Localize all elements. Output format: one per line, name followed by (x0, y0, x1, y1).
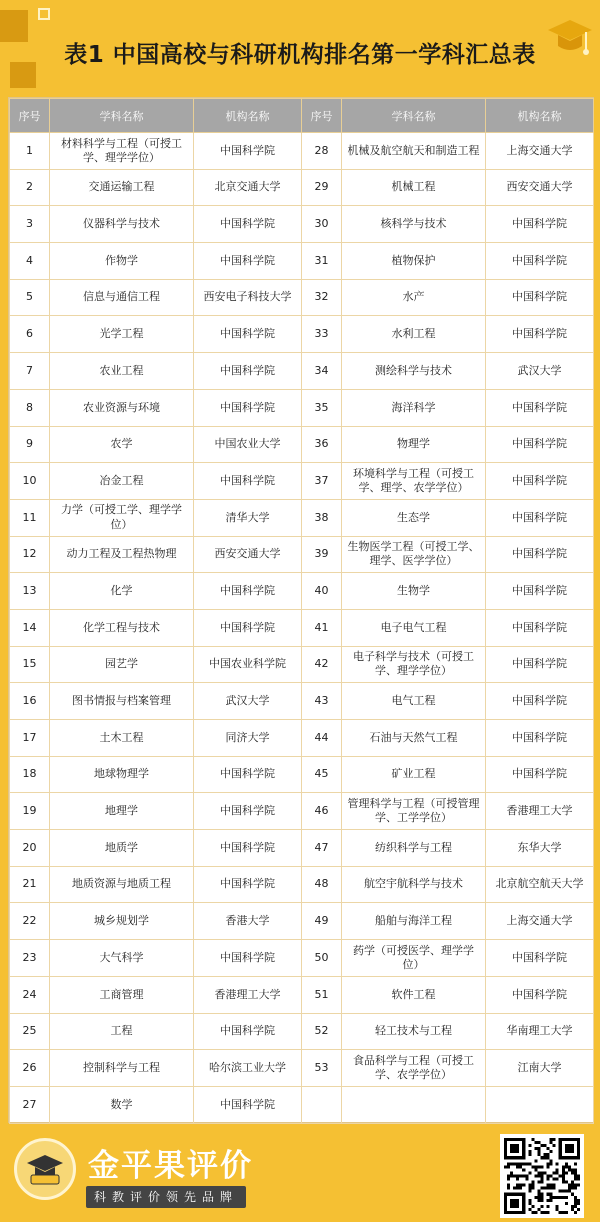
cell-org: 清华大学 (194, 499, 302, 536)
table-row (10, 609, 594, 646)
cell-org: 中国科学院 (194, 316, 302, 353)
ranking-table (8, 97, 594, 1123)
table-row (10, 426, 594, 463)
cell-idx: 32 (302, 279, 342, 316)
cell-org: 中国农业科学院 (194, 646, 302, 683)
cell-org: 同济大学 (194, 720, 302, 757)
cell-org: 西安交通大学 (194, 536, 302, 573)
cell-idx: 50 (302, 940, 342, 977)
footer (0, 1128, 600, 1222)
header-idx-left: 序号 (10, 99, 50, 133)
cell-idx: 11 (10, 499, 50, 536)
cell-subject: 食品科学与工程（可授工学、农学学位） (342, 1050, 486, 1087)
cell-idx: 22 (10, 903, 50, 940)
cell-org: 西安交通大学 (486, 169, 594, 206)
cell-idx: 1 (10, 133, 50, 170)
cell-org: 香港理工大学 (194, 976, 302, 1013)
ranking-table-grid (9, 98, 594, 1124)
cell-org: 华南理工大学 (486, 1013, 594, 1050)
table-row (10, 206, 594, 243)
cell-subject: 力学（可授工学、理学学位） (50, 499, 194, 536)
cell-org: 西安电子科技大学 (194, 279, 302, 316)
cell-org: 中国科学院 (194, 866, 302, 903)
cell-subject: 作物学 (50, 243, 194, 280)
table-row (10, 940, 594, 977)
cell-subject: 地质资源与地质工程 (50, 866, 194, 903)
cell-idx: 2 (10, 169, 50, 206)
cell-idx: 12 (10, 536, 50, 573)
table-header-row (10, 99, 594, 133)
cell-subject: 纺织科学与工程 (342, 830, 486, 867)
cell-subject: 机械工程 (342, 169, 486, 206)
cell-idx: 45 (302, 756, 342, 793)
cell-org: 中国科学院 (194, 573, 302, 610)
header-org-left: 机构名称 (194, 99, 302, 133)
cell-idx: 36 (302, 426, 342, 463)
table-row (10, 976, 594, 1013)
cell-org: 武汉大学 (486, 353, 594, 390)
title-bar (0, 24, 600, 80)
cell-subject: 生物学 (342, 573, 486, 610)
cell-org (486, 1086, 594, 1123)
cell-subject: 光学工程 (50, 316, 194, 353)
cell-subject: 电气工程 (342, 683, 486, 720)
cell-subject: 海洋科学 (342, 389, 486, 426)
table-row (10, 1050, 594, 1087)
cell-org: 香港理工大学 (486, 793, 594, 830)
table-row (10, 1013, 594, 1050)
cell-org: 中国科学院 (486, 609, 594, 646)
cell-org: 中国科学院 (194, 353, 302, 390)
table-row (10, 830, 594, 867)
table-row (10, 756, 594, 793)
cell-subject: 水利工程 (342, 316, 486, 353)
cell-subject: 机械及航空航天和制造工程 (342, 133, 486, 170)
cell-subject: 核科学与技术 (342, 206, 486, 243)
cell-org: 中国科学院 (486, 279, 594, 316)
table-row (10, 720, 594, 757)
cell-org: 北京交通大学 (194, 169, 302, 206)
cell-org: 中国科学院 (194, 206, 302, 243)
cell-subject: 仪器科学与技术 (50, 206, 194, 243)
cell-subject: 工商管理 (50, 976, 194, 1013)
cell-subject: 大气科学 (50, 940, 194, 977)
brand-logo (14, 1138, 76, 1200)
cell-idx: 52 (302, 1013, 342, 1050)
cell-idx: 43 (302, 683, 342, 720)
cell-org: 中国科学院 (194, 1013, 302, 1050)
header-org-right: 机构名称 (486, 99, 594, 133)
brand-name: 金平果评价 (88, 1148, 253, 1184)
cell-subject: 交通运输工程 (50, 169, 194, 206)
header-idx-right: 序号 (302, 99, 342, 133)
cell-idx: 3 (10, 206, 50, 243)
cell-subject: 化学工程与技术 (50, 609, 194, 646)
cell-idx: 27 (10, 1086, 50, 1123)
cell-idx: 31 (302, 243, 342, 280)
cell-idx: 37 (302, 463, 342, 500)
cell-subject: 电子科学与技术（可授工学、理学学位） (342, 646, 486, 683)
cell-org: 中国科学院 (194, 389, 302, 426)
cell-idx: 9 (10, 426, 50, 463)
cell-subject: 材料科学与工程（可授工学、理学学位） (50, 133, 194, 170)
cell-idx: 44 (302, 720, 342, 757)
cell-idx: 53 (302, 1050, 342, 1087)
cell-org: 上海交通大学 (486, 133, 594, 170)
cell-idx: 47 (302, 830, 342, 867)
cell-subject: 土木工程 (50, 720, 194, 757)
cell-subject: 控制科学与工程 (50, 1050, 194, 1087)
table-row (10, 169, 594, 206)
cell-idx: 20 (10, 830, 50, 867)
cell-idx: 23 (10, 940, 50, 977)
cell-subject: 管理科学与工程（可授管理学、工学学位） (342, 793, 486, 830)
cell-idx: 13 (10, 573, 50, 610)
cell-subject: 电子电气工程 (342, 609, 486, 646)
cell-org: 中国科学院 (194, 830, 302, 867)
cell-idx: 28 (302, 133, 342, 170)
cell-idx: 41 (302, 609, 342, 646)
cell-subject: 生物医学工程（可授工学、理学、医学学位） (342, 536, 486, 573)
cell-idx: 46 (302, 793, 342, 830)
cell-idx: 6 (10, 316, 50, 353)
page-title: 表1 中国高校与科研机构排名第一学科汇总表 (64, 41, 536, 68)
cell-org: 中国科学院 (486, 426, 594, 463)
table-row (10, 903, 594, 940)
table-row (10, 243, 594, 280)
cell-idx: 17 (10, 720, 50, 757)
cell-org: 中国科学院 (194, 793, 302, 830)
cell-subject: 地质学 (50, 830, 194, 867)
cell-idx: 24 (10, 976, 50, 1013)
cell-idx: 19 (10, 793, 50, 830)
cell-idx: 29 (302, 169, 342, 206)
cell-idx: 4 (10, 243, 50, 280)
cell-org: 北京航空航天大学 (486, 866, 594, 903)
cell-idx: 10 (10, 463, 50, 500)
cell-subject: 冶金工程 (50, 463, 194, 500)
cell-idx: 40 (302, 573, 342, 610)
cell-subject (342, 1086, 486, 1123)
cell-subject: 数学 (50, 1086, 194, 1123)
cell-org: 中国科学院 (194, 940, 302, 977)
graduation-cap-icon (546, 12, 594, 68)
decor-outline-tl (38, 8, 50, 20)
cell-idx: 15 (10, 646, 50, 683)
cell-idx: 42 (302, 646, 342, 683)
table-row (10, 646, 594, 683)
table-row (10, 279, 594, 316)
cell-idx: 14 (10, 609, 50, 646)
cell-subject: 软件工程 (342, 976, 486, 1013)
cell-org: 中国农业大学 (194, 426, 302, 463)
cell-subject: 轻工技术与工程 (342, 1013, 486, 1050)
table-row (10, 683, 594, 720)
cell-org: 东华大学 (486, 830, 594, 867)
cell-idx (302, 1086, 342, 1123)
table-row (10, 573, 594, 610)
cell-subject: 信息与通信工程 (50, 279, 194, 316)
cell-org: 武汉大学 (194, 683, 302, 720)
table-row (10, 389, 594, 426)
cell-org: 中国科学院 (486, 756, 594, 793)
cell-subject: 植物保护 (342, 243, 486, 280)
cell-idx: 8 (10, 389, 50, 426)
cell-idx: 48 (302, 866, 342, 903)
cell-subject: 动力工程及工程热物理 (50, 536, 194, 573)
cell-org: 中国科学院 (486, 573, 594, 610)
cell-subject: 化学 (50, 573, 194, 610)
cell-org: 中国科学院 (486, 976, 594, 1013)
cell-org: 中国科学院 (486, 646, 594, 683)
cell-subject: 物理学 (342, 426, 486, 463)
cell-org: 中国科学院 (486, 389, 594, 426)
cell-subject: 图书情报与档案管理 (50, 683, 194, 720)
cell-org: 中国科学院 (486, 940, 594, 977)
table-row (10, 316, 594, 353)
table-row (10, 536, 594, 573)
cell-org: 江南大学 (486, 1050, 594, 1087)
cell-idx: 34 (302, 353, 342, 390)
cell-idx: 7 (10, 353, 50, 390)
cell-org: 中国科学院 (486, 463, 594, 500)
cell-subject: 园艺学 (50, 646, 194, 683)
table-body (10, 133, 594, 1124)
cell-org: 中国科学院 (486, 683, 594, 720)
cell-subject: 船舶与海洋工程 (342, 903, 486, 940)
cell-idx: 5 (10, 279, 50, 316)
cell-subject: 药学（可授医学、理学学位） (342, 940, 486, 977)
cell-idx: 30 (302, 206, 342, 243)
cell-org: 中国科学院 (194, 243, 302, 280)
cell-org: 中国科学院 (194, 609, 302, 646)
cell-org: 中国科学院 (194, 133, 302, 170)
cell-idx: 49 (302, 903, 342, 940)
table-row (10, 793, 594, 830)
cell-subject: 农业资源与环境 (50, 389, 194, 426)
cell-org: 上海交通大学 (486, 903, 594, 940)
table-row (10, 463, 594, 500)
cell-subject: 生态学 (342, 499, 486, 536)
cell-subject: 农学 (50, 426, 194, 463)
cell-org: 中国科学院 (486, 720, 594, 757)
brand-slogan: 科教评价领先品牌 (86, 1186, 246, 1208)
table-row (10, 133, 594, 170)
cell-idx: 51 (302, 976, 342, 1013)
cell-idx: 35 (302, 389, 342, 426)
cell-org: 中国科学院 (194, 756, 302, 793)
cell-org: 中国科学院 (194, 463, 302, 500)
cell-org: 香港大学 (194, 903, 302, 940)
cell-subject: 地理学 (50, 793, 194, 830)
cell-subject: 石油与天然气工程 (342, 720, 486, 757)
cell-subject: 工程 (50, 1013, 194, 1050)
table-row (10, 499, 594, 536)
cell-org: 中国科学院 (486, 499, 594, 536)
cell-subject: 航空宇航科学与技术 (342, 866, 486, 903)
cell-subject: 矿业工程 (342, 756, 486, 793)
cell-idx: 26 (10, 1050, 50, 1087)
cell-idx: 21 (10, 866, 50, 903)
table-row (10, 866, 594, 903)
cell-idx: 33 (302, 316, 342, 353)
cell-subject: 环境科学与工程（可授工学、理学、农学学位） (342, 463, 486, 500)
cell-subject: 城乡规划学 (50, 903, 194, 940)
logo-cap-icon (23, 1147, 67, 1191)
cell-org: 中国科学院 (486, 536, 594, 573)
cell-subject: 测绘科学与技术 (342, 353, 486, 390)
cell-org: 中国科学院 (486, 316, 594, 353)
cell-org: 哈尔滨工业大学 (194, 1050, 302, 1087)
table-row (10, 1086, 594, 1123)
cell-subject: 地球物理学 (50, 756, 194, 793)
cell-idx: 38 (302, 499, 342, 536)
header-subject-left: 学科名称 (50, 99, 194, 133)
cell-org: 中国科学院 (486, 243, 594, 280)
cell-org: 中国科学院 (194, 1086, 302, 1123)
header-subject-right: 学科名称 (342, 99, 486, 133)
table-row (10, 353, 594, 390)
cell-idx: 18 (10, 756, 50, 793)
cell-idx: 16 (10, 683, 50, 720)
cell-org: 中国科学院 (486, 206, 594, 243)
qr-code (500, 1134, 584, 1218)
cell-subject: 农业工程 (50, 353, 194, 390)
cell-subject: 水产 (342, 279, 486, 316)
cell-idx: 39 (302, 536, 342, 573)
cell-idx: 25 (10, 1013, 50, 1050)
